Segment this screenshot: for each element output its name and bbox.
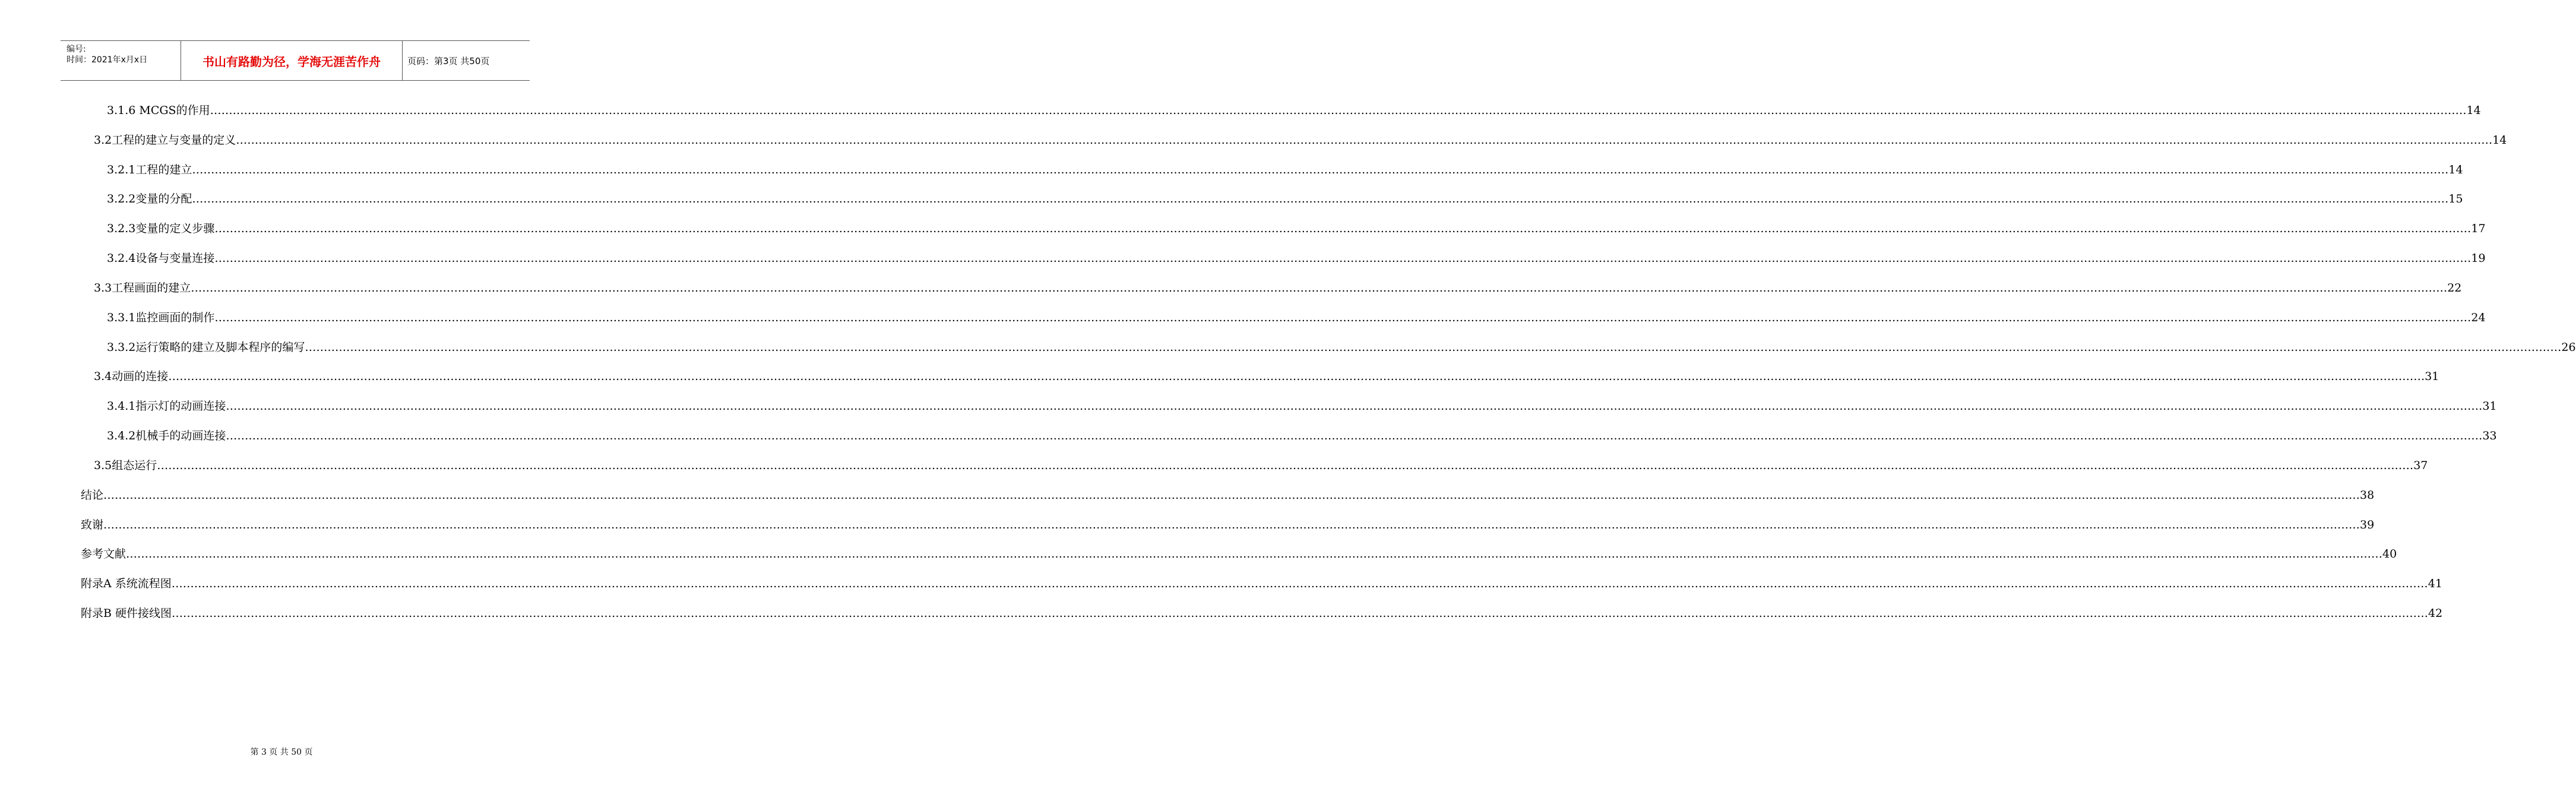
toc-leader-dots: …………………………………………………………………………………………………………………………………………………………………………………………………………………………………………………………………………………………………………………………………………………………………………………………………………………………………………………………………………………………………………………………………………………… [192,192,2449,205]
toc-entry-title: 附录A 系统流程图 [81,577,172,590]
toc-entry-page: 22 [2447,281,2462,294]
number-label: 编号: [67,45,86,54]
toc-entry [107,102,2481,119]
toc-entry [94,132,2507,148]
toc-entry-page: 14 [2466,104,2481,117]
motto-text: 书山有路勤为径，学海无涯苦作舟 [202,55,381,69]
toc-entry [107,309,2486,326]
toc-entry [81,487,2375,504]
toc-entry-page: 31 [2482,400,2497,413]
toc-leader-dots: …………………………………………………………………………………………………………………………………………………………………………………………………………………………………………………………………………………………………………………………………………………………………………………………………………………………………………………………………………………………………………………………………………………… [226,429,2483,442]
toc-leader-dots: …………………………………………………………………………………………………………………………………………………………………………………………………………………………………………………………………………………………………………………………………………………………………………………………………………………………………………………………………………………………………………………………………………………… [192,163,2449,176]
toc-entry-title: 3.5组态运行 [94,459,157,472]
toc-entry-title: 3.1.6 MCGS的作用 [107,104,210,117]
toc-entry-title: 3.4.2机械手的动画连接 [107,429,226,442]
toc-entry [107,162,2463,178]
toc-entry-title: 3.2.1工程的建立 [107,163,192,176]
toc-entry-title: 结论 [81,489,104,502]
toc-entry-page: 15 [2448,192,2463,205]
toc-leader-dots: …………………………………………………………………………………………………………………………………………………………………………………………………………………………………………………………………………………………………………………………………………………………………………………………………………………………………………………………………………………………………………………………………………………… [126,547,2383,560]
toc-entry-page: 17 [2471,222,2486,235]
header-info-cell [61,41,181,80]
toc-entry-title: 致谢 [81,518,104,531]
toc-entry-page: 26 [2561,341,2576,354]
toc-entry [81,575,2442,592]
toc-entry [81,517,2375,533]
toc-entry-page: 33 [2482,429,2497,442]
toc-entry-title: 3.4动画的连接 [94,370,169,383]
toc-leader-dots: …………………………………………………………………………………………………………………………………………………………………………………………………………………………………………………………………………………………………………………………………………………………………………………………………………………………………………………………………………………………………………………………………………………… [226,400,2483,413]
toc-leader-dots: …………………………………………………………………………………………………………………………………………………………………………………………………………………………………………………………………………………………………………………………………………………………………………………………………………………………………………………………………………………………………………………………………………………… [171,577,2428,590]
footer-page-number: 第 3 页 共 50 页 [250,748,313,757]
toc-entry-title: 3.2.3变量的定义步骤 [107,222,215,235]
toc-leader-dots: …………………………………………………………………………………………………………………………………………………………………………………………………………………………………………………………………………………………………………………………………………………………………………………………………………………………………………………………………………………………………………………………………………………… [214,311,2471,324]
toc-entry-title: 3.2工程的建立与变量的定义 [94,134,236,147]
toc-entry-page: 38 [2360,489,2375,502]
toc-entry-title: 附录B 硬件接线图 [81,607,172,620]
toc-entry-title: 3.2.2变量的分配 [107,192,192,205]
toc-entry [107,220,2486,237]
toc-entry-page: 24 [2471,311,2486,324]
toc-entry-page: 14 [2492,134,2507,147]
toc-entry-page: 40 [2382,547,2397,560]
date-label: 时间：2021年x月x日 [67,55,148,65]
toc-entry-page: 31 [2425,370,2439,383]
toc-entry-title: 3.4.1指示灯的动画连接 [107,400,226,413]
toc-entry [81,546,2397,562]
toc-entry [94,368,2439,385]
toc-leader-dots: …………………………………………………………………………………………………………………………………………………………………………………………………………………………………………………………………………………………………………………………………………………………………………………………………………………………………………………………………………………………………………………………………………………… [157,459,2414,472]
toc-entry [107,398,2497,414]
toc-entry [107,250,2486,267]
toc-leader-dots: …………………………………………………………………………………………………………………………………………………………………………………………………………………………………………………………………………………………………………………………………………………………………………………………………………………………………………………………………………………………………………………………………………………… [305,341,2562,354]
toc-leader-dots: …………………………………………………………………………………………………………………………………………………………………………………………………………………………………………………………………………………………………………………………………………………………………………………………………………………………………………………………………………………………………………………………………………………… [103,518,2360,531]
toc-entry [107,191,2463,207]
page-code: 页码：第3页 共50页 [407,56,490,66]
toc-leader-dots: …………………………………………………………………………………………………………………………………………………………………………………………………………………………………………………………………………………………………………………………………………………………………………………………………………………………………………………………………………………………………………………………………………………… [214,252,2471,265]
toc-leader-dots: …………………………………………………………………………………………………………………………………………………………………………………………………………………………………………………………………………………………………………………………………………………………………………………………………………………………………………………………………………………………………………………………………………………… [214,222,2471,235]
toc-entry [94,280,2462,296]
toc-entry-title: 3.2.4设备与变量连接 [107,252,215,265]
toc-leader-dots: …………………………………………………………………………………………………………………………………………………………………………………………………………………………………………………………………………………………………………………………………………………………………………………………………………………………………………………………………………………………………………………………………………………… [103,489,2360,502]
page-footer [0,747,564,758]
header-page-cell [403,41,530,80]
toc-entry-page: 14 [2448,163,2463,176]
toc-entry [107,428,2497,444]
toc-leader-dots: …………………………………………………………………………………………………………………………………………………………………………………………………………………………………………………………………………………………………………………………………………………………………………………………………………………………………………………………………………………………………………………………………………………… [236,134,2493,147]
toc-entry [107,339,2576,356]
toc-entry-page: 39 [2360,518,2375,531]
toc-entry-title: 3.3.2运行策略的建立及脚本程序的编写 [107,341,305,354]
toc-entry-page: 42 [2428,607,2443,620]
toc-entry-page: 19 [2471,252,2486,265]
toc-entry-title: 3.3.1监控画面的制作 [107,311,215,324]
toc-leader-dots: …………………………………………………………………………………………………………………………………………………………………………………………………………………………………………………………………………………………………………………………………………………………………………………………………………………………………………………………………………………………………………………………………………………… [172,607,2429,620]
toc-entry [81,605,2443,622]
toc-leader-dots: …………………………………………………………………………………………………………………………………………………………………………………………………………………………………………………………………………………………………………………………………………………………………………………………………………………………………………………………………………………………………………………………………………………… [191,281,2448,294]
toc-entry-title: 参考文献 [81,547,126,560]
toc-entry [94,457,2428,474]
toc-leader-dots: …………………………………………………………………………………………………………………………………………………………………………………………………………………………………………………………………………………………………………………………………………………………………………………………………………………………………………………………………………………………………………………………………………………… [210,104,2467,117]
toc-entry-page: 41 [2428,577,2442,590]
toc-entry-title: 3.3工程画面的建立 [94,281,191,294]
page-header [61,40,530,81]
toc-leader-dots: …………………………………………………………………………………………………………………………………………………………………………………………………………………………………………………………………………………………………………………………………………………………………………………………………………………………………………………………………………………………………………………………………………………… [168,370,2425,383]
toc-entry-page: 37 [2413,459,2428,472]
header-motto-cell [181,41,403,80]
